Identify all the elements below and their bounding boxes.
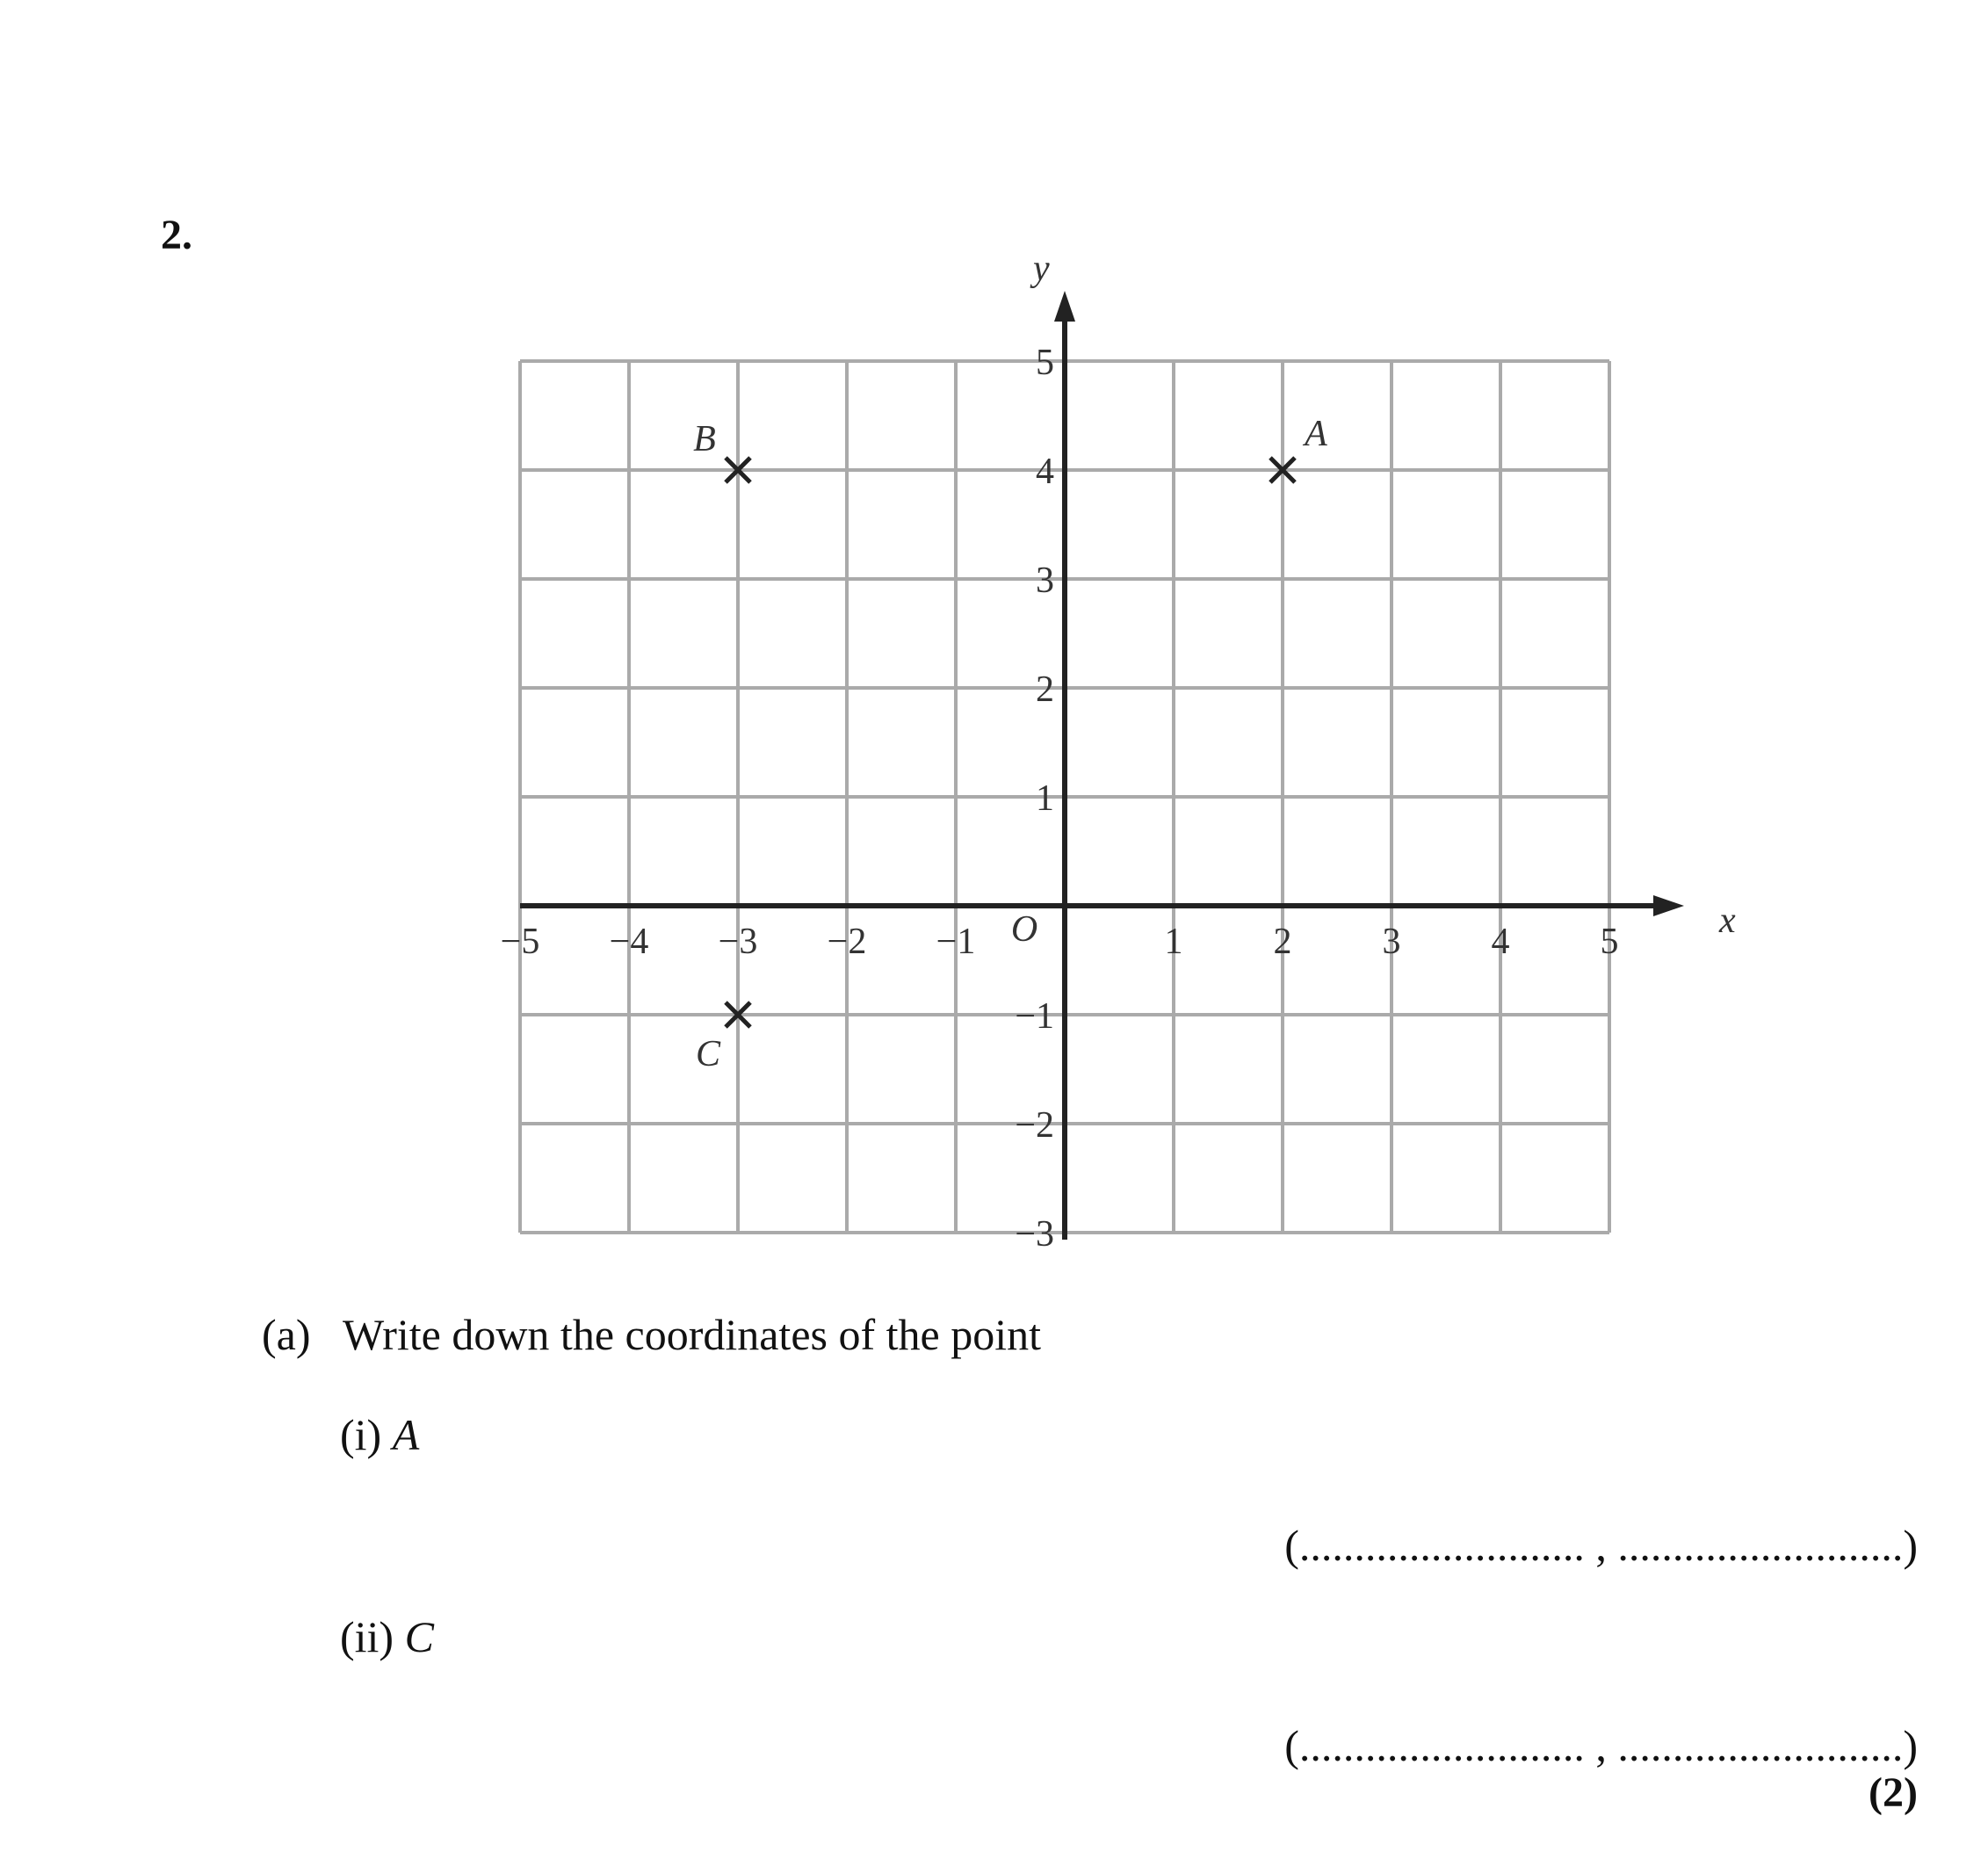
- y-tick-label: 1: [1036, 778, 1054, 819]
- sub-ii-point: C: [404, 1612, 434, 1661]
- x-axis-arrow: [1653, 895, 1684, 916]
- answer-line-ii[interactable]: (.......................... , ..........................): [1284, 1721, 1918, 1770]
- y-tick-label: 3: [1036, 561, 1054, 601]
- sub-ii-label: (ii): [340, 1612, 394, 1661]
- x-tick-label: 2: [1273, 922, 1292, 962]
- x-tick-label: −5: [500, 922, 540, 962]
- y-tick-label: 5: [1036, 343, 1054, 383]
- point-label-c: C: [695, 1034, 721, 1074]
- x-tick-label: −1: [936, 922, 976, 962]
- point-label-a: A: [1305, 414, 1327, 454]
- sub-question-ii: [340, 1611, 434, 1662]
- sub-i-label: (i): [340, 1410, 382, 1459]
- x-tick-label: 1: [1164, 922, 1183, 962]
- x-axis-label: x: [1719, 901, 1736, 941]
- y-tick-label: −2: [1015, 1105, 1054, 1146]
- answer-line-i[interactable]: (.......................... , ..........................): [1284, 1521, 1918, 1570]
- part-a-text: Write down the coordinates of the point: [343, 1310, 1041, 1359]
- y-tick-label: 4: [1036, 452, 1054, 492]
- origin-label: O: [1010, 909, 1038, 950]
- part-a-label: (a): [262, 1310, 311, 1359]
- sub-question-i: [340, 1409, 419, 1460]
- x-tick-label: 4: [1491, 922, 1510, 962]
- question-number: 2.: [161, 212, 192, 258]
- y-axis-arrow: [1054, 291, 1075, 322]
- marks: (2): [1869, 1769, 1918, 1816]
- x-tick-label: 5: [1600, 922, 1619, 962]
- y-tick-label: −3: [1015, 1214, 1054, 1255]
- x-tick-label: −2: [827, 922, 867, 962]
- x-tick-label: −3: [718, 922, 758, 962]
- y-tick-label: 2: [1036, 669, 1054, 710]
- sub-i-point: A: [392, 1410, 420, 1459]
- x-tick-label: 3: [1382, 922, 1401, 962]
- point-label-b: B: [693, 419, 716, 459]
- x-tick-label: −4: [609, 922, 649, 962]
- y-axis-label: y: [1033, 249, 1050, 289]
- part-a-prompt: [262, 1309, 1041, 1360]
- y-tick-label: −1: [1015, 996, 1054, 1037]
